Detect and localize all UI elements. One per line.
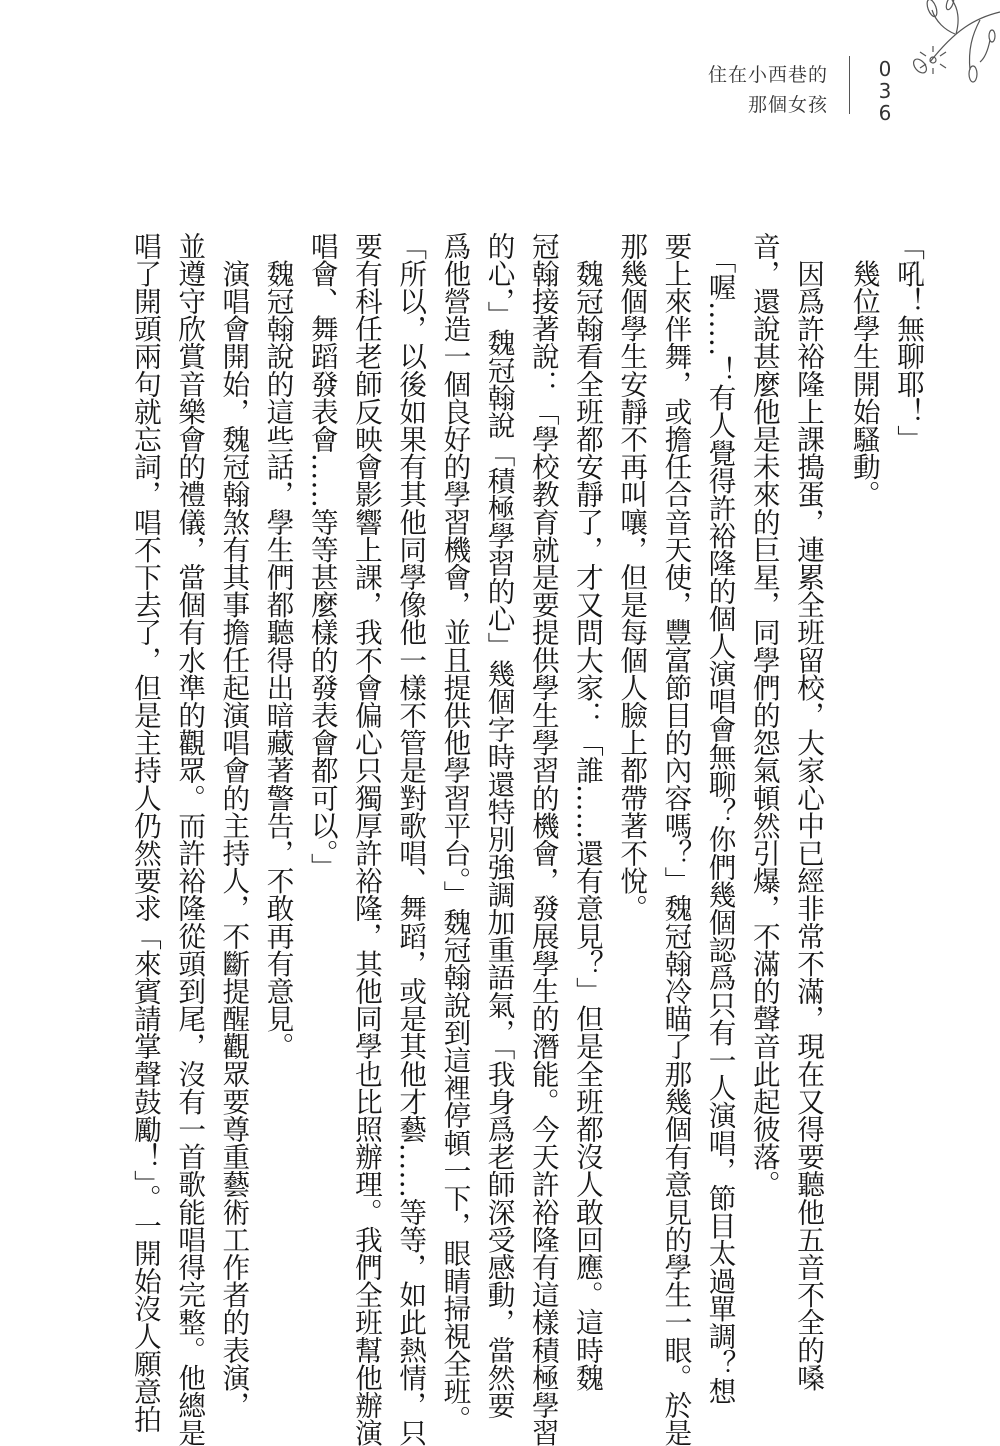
text-column: 冠翰接著說：「學校教育就是要提供學生學習的機會，發展學生的潛能。今天許裕隆有這樣積極學習 (526, 232, 560, 1446)
text-column: 演唱會開始，魏冠翰煞有其事擔任起演唱會的主持人，不斷提醒觀眾要尊重藝術工作者的表演， (217, 232, 251, 1419)
text-column: 「吼！無聊耶！」 (892, 232, 925, 453)
text-column: 唱了開頭兩句就忘詞，唱不下去了，但是主持人仍然要求「來賓請掌聲鼓勵！」。一開始沒人願意拍 (128, 232, 162, 1433)
body-text-opening (830, 232, 930, 1372)
page-number-digit: 0 (878, 57, 892, 81)
header-title-line2: 那個女孩 (747, 94, 828, 116)
text-column: 「所以，以後如果有其他同學像他一樣不管是對歌唱、舞蹈，或是其他才藝……等等，如此熱情，只 (394, 232, 428, 1446)
text-column: 音，還說甚麼他是未來的巨星，同學們的怨氣頓然引爆，不滿的聲音此起彼落。 (747, 232, 781, 1198)
text-column: 的心，」魏冠翰說「積極學習的心」幾個字時還特別強調加重語氣，「我身爲老師深受感動，當然要 (482, 232, 516, 1419)
body-text (128, 232, 830, 1446)
header-title-line1: 住在小西巷的 (707, 64, 828, 86)
page-number-digit: 3 (878, 79, 892, 103)
text-column: 魏冠翰看全班都安靜了，才又問大家：「誰……還有意見？」但是全班都沒人敢回應。這時魏 (570, 232, 604, 1392)
text-column: 幾位學生開始騷動。 (847, 232, 881, 508)
text-column: 因爲許裕隆上課搗蛋，連累全班留校，大家心中已經非常不滿，現在又得要聽他五音不全的嗓 (792, 232, 825, 1392)
text-column: 魏冠翰說的這些話，學生們都聽得出暗藏著警告，不敢再有意見。 (261, 232, 295, 1060)
text-column: 「喔……！有人覺得許裕隆的個人演唱會無聊？你們幾個認爲只有一人演唱，節目太過單調？想 (703, 232, 737, 1405)
text-column: 唱會、舞蹈發表會……等等甚麼樣的發表會都可以。」 (305, 232, 339, 881)
text-column: 爲他營造一個良好的學習機會，並且提供他學習平台。」魏冠翰說到這裡停頓一下，眼睛掃視全班。 (438, 232, 472, 1433)
running-header (700, 60, 828, 120)
page-number-digit: 6 (878, 101, 892, 125)
text-column: 要上來伴舞，或擔任合音天使，豐富節目的內容嗎？」魏冠翰冷瞄了那幾個有意見的學生一眼。於是 (659, 232, 693, 1446)
page-number (873, 58, 897, 124)
text-column: 那幾個學生安靜不再叫嚷，但是每個人臉上都帶著不悅。 (615, 232, 649, 922)
header-divider (849, 56, 850, 114)
text-column: 要有科任老師反映會影響上課，我不會偏心只獨厚許裕隆，其他同學也比照辦理。我們全班幫他辦演 (349, 232, 383, 1446)
text-column: 並遵守欣賞音樂會的禮儀，當個有水準的觀眾。而許裕隆從頭到尾，沒有一首歌能唱得完整。他總是 (173, 232, 207, 1446)
